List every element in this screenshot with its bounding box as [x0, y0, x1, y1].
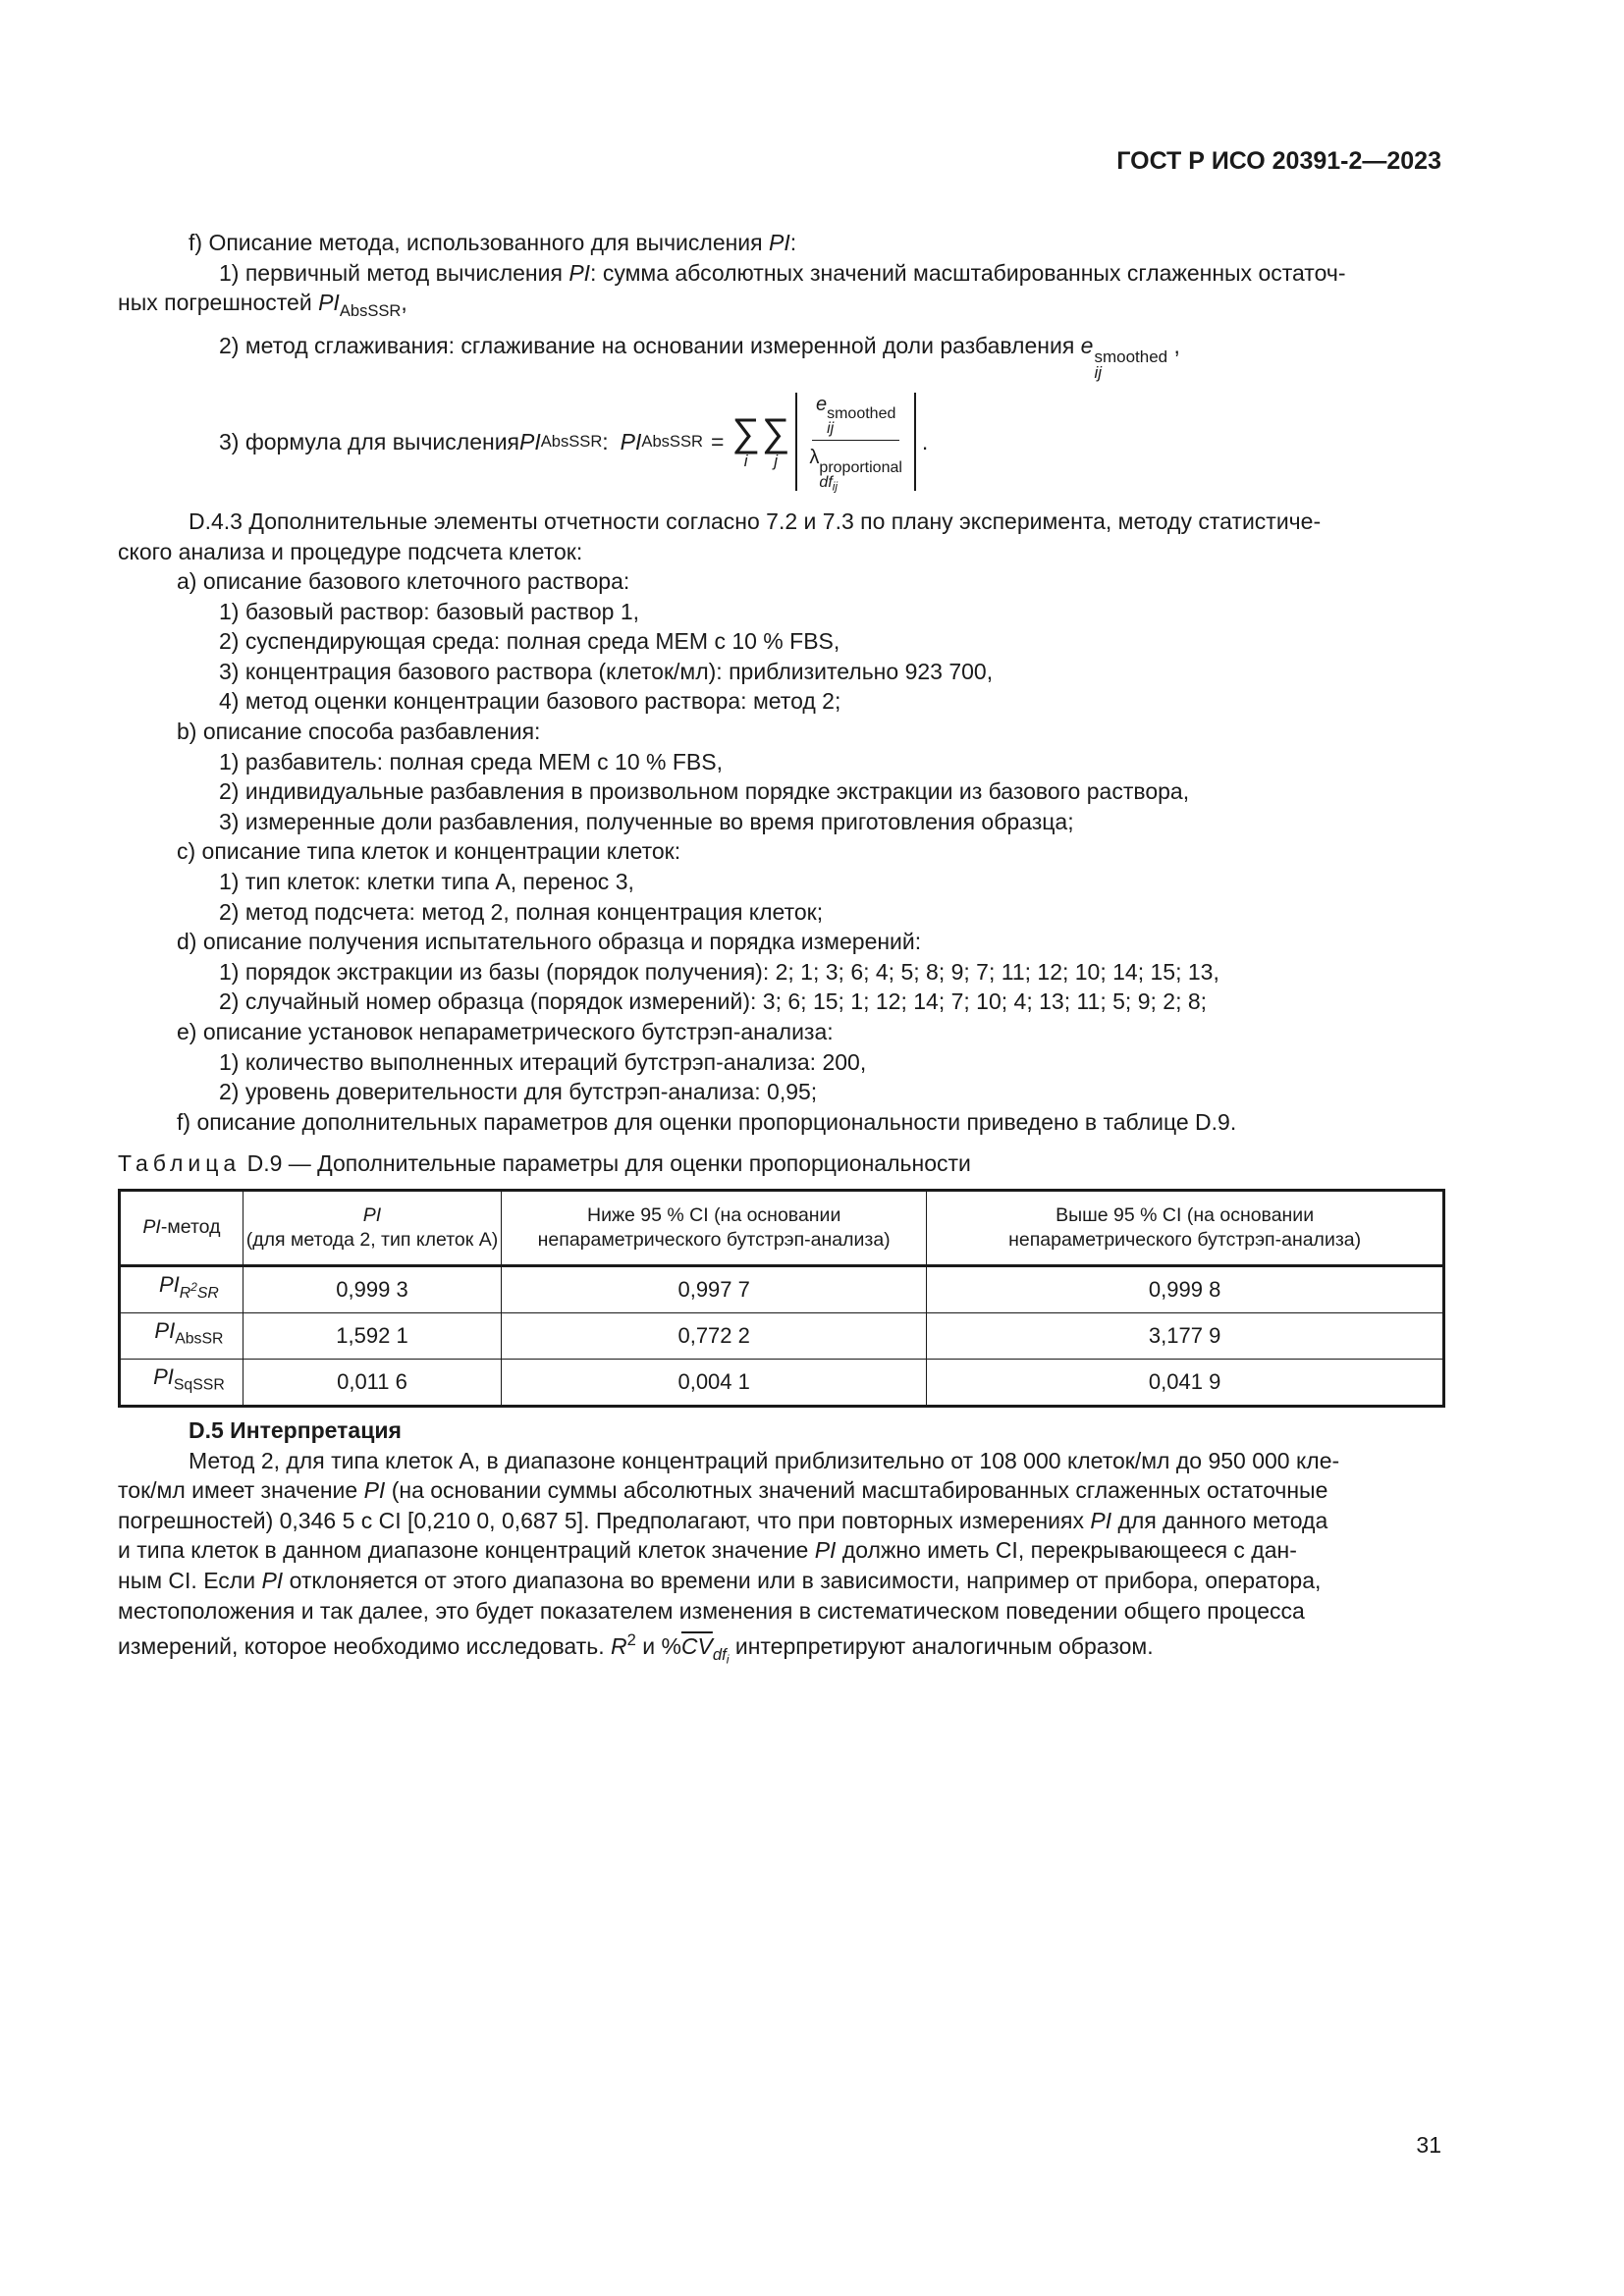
d5-paragraph-line: измерений, которое необходимо исследовать. $R^2$ и $\%\overline{CV}_{df_i}$ интерпретируют аналогичным образом.: [118, 1630, 1154, 1667]
list-e-item: 1) количество выполненных итераций бутстрэп-анализа: 200,: [219, 1048, 867, 1075]
fraction: [805, 390, 906, 494]
list-a-item: 4) метод оценки концентрации базового раствора: метод 2;: [219, 688, 841, 715]
row-lower-ci: 0,772 2: [502, 1312, 927, 1359]
header-lower-ci: Ниже 95 % CI (на основании непараметрического бутстрэп-анализа): [502, 1190, 927, 1265]
list-e-item: 2) уровень доверительности для бутстрэп-анализа: 0,95;: [219, 1079, 818, 1105]
row-upper-ci: 0,999 8: [927, 1265, 1444, 1312]
f-section-title: f) Описание метода, использованного для вычисления PI:: [189, 230, 797, 255]
table-row: [120, 1359, 1444, 1406]
parameters-table: [118, 1189, 1445, 1408]
fraction-denominator: λ proportional $df_{ij}$: [809, 446, 902, 494]
table-header-row: [120, 1190, 1444, 1265]
page-number: 31: [1416, 2132, 1441, 2158]
list-c-item: 1) тип клеток: клетки типа А, перенос 3,: [219, 869, 634, 895]
sum-j: ∑ j: [761, 410, 790, 470]
header-upper-ci: Выше 95 % CI (на основании непараметрического бутстрэп-анализа): [927, 1190, 1444, 1265]
f-item-1: 1) первичный метод вычисления PI: сумма абсолютных значений масштабированных сглаженных остаточ-: [219, 259, 1346, 286]
row-upper-ci: 0,041 9: [927, 1359, 1444, 1406]
list-b-item: 3) измеренные доли разбавления, полученные во время приготовления образца;: [219, 808, 1074, 834]
row-pi-value: 0,011 6: [243, 1359, 501, 1406]
row-lower-ci: 0,997 7: [502, 1265, 927, 1312]
d5-paragraph-line: ным CI. Если PI отклоняется от этого диапазона во времени или в зависимости, например от прибора, оператора,: [118, 1567, 1322, 1593]
list-a-item: 3) концентрация базового раствора (клеток/мл): приблизительно 923 700,: [219, 658, 994, 684]
standard-header: ГОСТ Р ИСО 20391-2—2023: [1116, 147, 1441, 175]
absolute-value: [795, 393, 916, 494]
list-c-item: 2) метод подсчета: метод 2, полная концентрация клеток;: [219, 898, 824, 925]
row-pi-value: 0,999 3: [243, 1265, 501, 1312]
row-lower-ci: 0,004 1: [502, 1359, 927, 1406]
list-c-title: с) описание типа клеток и концентрации клеток:: [177, 838, 681, 865]
list-b-item: 1) разбавитель: полная среда MEM с 10 % FBS,: [219, 748, 723, 774]
list-a-item: 1) базовый раствор: базовый раствор 1,: [219, 598, 640, 624]
header-method: PI-метод: [120, 1190, 244, 1265]
row-pi-value: 1,592 1: [243, 1312, 501, 1359]
d5-paragraph-line: и типа клеток в данном диапазоне концентраций клеток значение PI должно иметь CI, перекрывающееся с дан-: [118, 1537, 1297, 1564]
sum-i: ∑ i: [731, 410, 760, 470]
header-pi: PI (для метода 2, тип клеток А): [243, 1190, 501, 1265]
row-method: $PI_{R^2SR}$: [120, 1265, 244, 1312]
formula-expression: PI AbsSSR = ∑ i ∑ j e smoothed ij λ proportional $df_{ij}$ .: [621, 393, 929, 491]
list-f-title: f) описание дополнительных параметров для оценки пропорциональности приведено в таблице D.9.: [177, 1108, 1237, 1135]
list-d-title: d) описание получения испытательного образца и порядка измерений:: [177, 929, 922, 955]
d5-paragraph-line: ток/мл имеет значение PI (на основании суммы абсолютных значений масштабированных сглаженных остаточные: [118, 1477, 1328, 1504]
formula-absssr: 3) формула для вычисления PI AbsSSR : PI AbsSSR = ∑ i ∑ j e smoothed ij λ proportional $df_{ij}$ .: [118, 389, 1445, 495]
d43-intro: D.4.3 Дополнительные элементы отчетности согласно 7.2 и 7.3 по плану эксперимента, методу статистиче-: [189, 507, 1322, 534]
table-row: [120, 1265, 1444, 1312]
list-b-item: 2) индивидуальные разбавления в произвольном порядке экстракции из базового раствора,: [219, 778, 1190, 805]
table-row: [120, 1312, 1444, 1359]
f-item-2: 2) метод сглаживания: сглаживание на основании измеренной доли разбавления e smoothed ij ,: [219, 332, 1180, 382]
list-e-title: е) описание установок непараметрического бутстрэп-анализа:: [177, 1019, 834, 1044]
list-b-title: b) описание способа разбавления:: [177, 719, 541, 745]
d5-paragraph-line: местоположения и так далее, это будет показателем изменения в систематическом поведении общего процесса: [118, 1597, 1305, 1624]
row-upper-ci: 3,177 9: [927, 1312, 1444, 1359]
list-d-item: 1) порядок экстракции из базы (порядок получения): 2; 1; 3; 6; 4; 5; 8; 9; 7; 11; 12; 10; 14; 15; 13,: [219, 958, 1219, 985]
f-item-1-cont: ных погрешностей $PI_{AbsSSR}$,: [118, 290, 407, 320]
list-d-item: 2) случайный номер образца (порядок измерений): 3; 6; 15; 1; 12; 14; 7; 10; 4; 13; 11; 5; 9; 2; 8;: [219, 988, 1208, 1015]
list-a-item: 2) суспендирующая среда: полная среда MEM с 10 % FBS,: [219, 628, 840, 655]
document-body: [118, 228, 1445, 1675]
row-method: $PI_{AbsSR}$: [120, 1312, 244, 1359]
table-caption: Таблица D.9 — Дополнительные параметры для оценки пропорциональности: [118, 1150, 971, 1177]
d5-paragraph-line: Метод 2, для типа клеток А, в диапазоне концентраций приблизительно от 108 000 клеток/мл до 950 000 кле-: [189, 1447, 1340, 1473]
d5-title: D.5 Интерпретация: [189, 1416, 402, 1443]
row-method: $PI_{SqSSR}$: [120, 1359, 244, 1406]
list-a-title: а) описание базового клеточного раствора:: [177, 568, 630, 595]
fraction-numerator: e smoothed ij: [812, 390, 899, 441]
d43-intro-cont: ского анализа и процедуре подсчета клеток:: [118, 538, 583, 564]
d5-paragraph-line: погрешностей) 0,346 5 с CI [0,210 0, 0,687 5]. Предполагают, что при повторных измерениях PI для данного метода: [118, 1507, 1328, 1533]
